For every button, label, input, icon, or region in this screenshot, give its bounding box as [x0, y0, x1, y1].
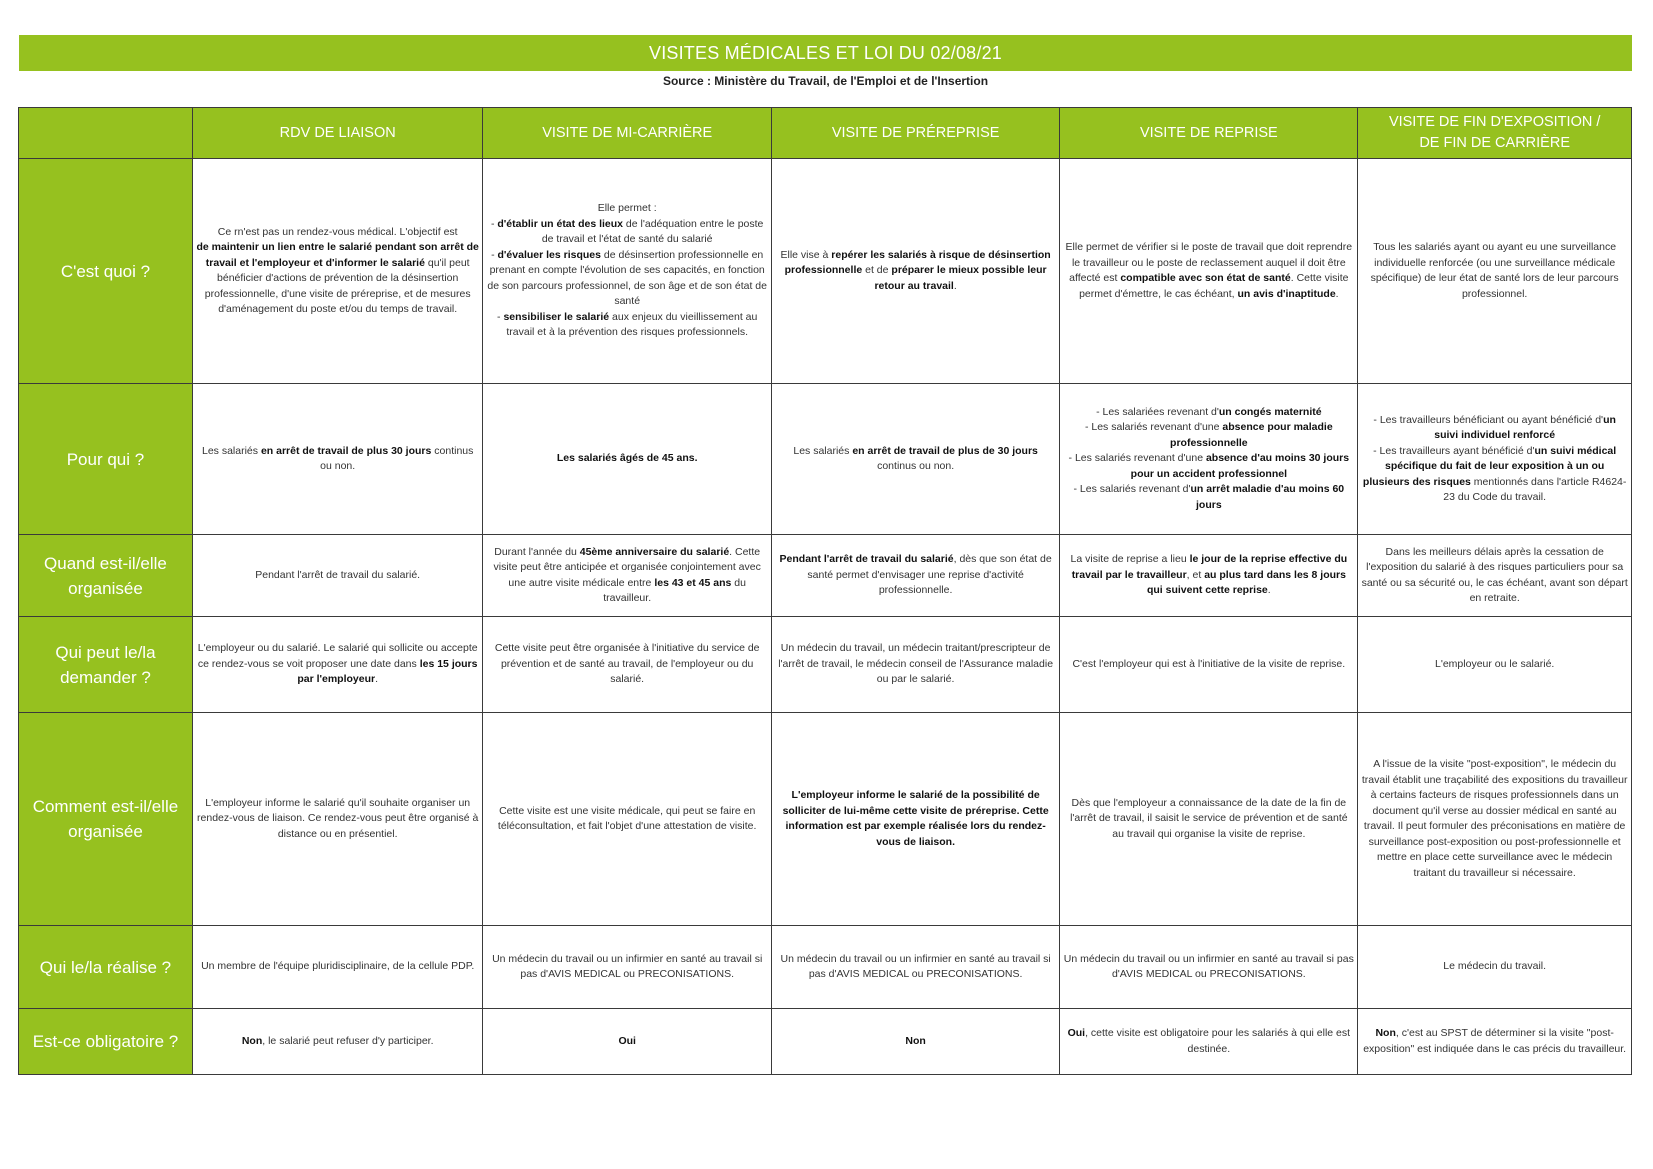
- col-header-mi-carriere: VISITE DE MI-CARRIÈRE: [483, 108, 771, 159]
- cell-realise-reprise: Un médecin du travail ou un infirmier en santé au travail si pas d'AVIS MEDICAL ou PRECONISATIONS.: [1060, 926, 1358, 1009]
- cell-quoi-mi-carriere: Elle permet : - d'établir un état des lieux de l'adéquation entre le poste de travail et l'état de santé du salarié - d'évaluer les risques de désinsertion professionnelle en prenant en compte l'évolution de ses capacités, en fonction de son parcours professionnel, de son âge et de son état de santé - sensibiliser le salarié aux enjeux du vieillissement au travail et à la prévention des risques professionnels.: [483, 159, 771, 384]
- page-title-bar: [19, 35, 1632, 71]
- row-label-pour-qui: Pour qui ?: [19, 384, 193, 535]
- cell-qui-mi-carriere: Les salariés âgés de 45 ans.: [483, 384, 771, 535]
- row-label-comment: Comment est-il/elle organisée: [19, 713, 193, 926]
- corner-cell: [19, 108, 193, 159]
- cell-quand-fin-exposition: Dans les meilleurs délais après la cessation de l'exposition du salarié à des risques particuliers pour sa santé ou sa sécurité ou, le cas échéant, avant son départ en retraite.: [1358, 535, 1632, 617]
- cell-demande-liaison: L'employeur ou du salarié. Le salarié qui sollicite ou accepte ce rendez-vous se voit proposer une date dans les 15 jours par l'employeur.: [192, 617, 483, 713]
- cell-comment-reprise: Dès que l'employeur a connaissance de la date de la fin de l'arrêt de travail, il saisit le service de prévention et de santé au travail qui organise la visite de reprise.: [1060, 713, 1358, 926]
- cell-realise-liaison: Un membre de l'équipe pluridisciplinaire, de la cellule PDP.: [192, 926, 483, 1009]
- cell-oblig-fin-exposition: Non, c'est au SPST de déterminer si la visite "post-exposition" est indiquée dans le cas précis du travailleur.: [1358, 1009, 1632, 1075]
- cell-quoi-liaison: Ce rn'est pas un rendez-vous médical. L'objectif est de maintenir un lien entre le salarié pendant son arrêt de travail et l'employeur et d'informer le salarié qu'il peut bénéficier d'actions de prévention de la désinsertion professionnelle, d'une visite de préreprise, et de mesures d'aménagement du poste et/ou du temps de travail.: [192, 159, 483, 384]
- cell-quand-reprise: La visite de reprise a lieu le jour de la reprise effective du travail par le travailleur, et au plus tard dans les 8 jours qui suivent cette reprise.: [1060, 535, 1358, 617]
- cell-demande-fin-exposition: L'employeur ou le salarié.: [1358, 617, 1632, 713]
- cell-quoi-reprise: Elle permet de vérifier si le poste de travail que doit reprendre le travailleur ou le poste de reclassement auquel il doit être affecté est compatible avec son état de santé. Cette visite permet d'émettre, le cas échéant, un avis d'inaptitude.: [1060, 159, 1358, 384]
- cell-oblig-liaison: Non, le salarié peut refuser d'y participer.: [192, 1009, 483, 1075]
- cell-quand-mi-carriere: Durant l'année du 45ème anniversaire du salarié. Cette visite peut être anticipée et organisée conjointement avec une autre visite médicale entre les 43 et 45 ans du travailleur.: [483, 535, 771, 617]
- cell-comment-liaison: L'employeur informe le salarié qu'il souhaite organiser un rendez-vous de liaison. Ce rendez-vous peut être organisé à distance ou en présentiel.: [192, 713, 483, 926]
- col-header-fin-exposition-line2: DE FIN DE CARRIÈRE: [1419, 135, 1570, 151]
- table-row: [19, 1009, 1632, 1075]
- cell-quand-liaison: Pendant l'arrêt de travail du salarié.: [192, 535, 483, 617]
- visits-table: [18, 107, 1632, 1075]
- col-header-prereprise: VISITE DE PRÉREPRISE: [771, 108, 1059, 159]
- col-header-reprise: VISITE DE REPRISE: [1060, 108, 1358, 159]
- cell-qui-prereprise: Les salariés en arrêt de travail de plus de 30 jours continus ou non.: [771, 384, 1059, 535]
- table-row: [19, 159, 1632, 384]
- cell-comment-fin-exposition: A l'issue de la visite "post-exposition", le médecin du travail établit une traçabilité des expositions du travailleur à certains facteurs de risques professionnels dans un document qu'il verse au dossier médical en santé au travail. Il peut formuler des préconisations en matière de surveillance post-exposition ou post-professionnelle et mettre en place cette surveillance avec le médecin traitant du travailleur si nécessaire.: [1358, 713, 1632, 926]
- cell-realise-mi-carriere: Un médecin du travail ou un infirmier en santé au travail si pas d'AVIS MEDICAL ou PRECONISATIONS.: [483, 926, 771, 1009]
- cell-qui-liaison: Les salariés en arrêt de travail de plus 30 jours continus ou non.: [192, 384, 483, 535]
- header-row: [19, 108, 1632, 159]
- cell-qui-reprise: - Les salariées revenant d'un congés maternité - Les salariés revenant d'une absence pour maladie professionnelle - Les salariés revenant d'une absence d'au moins 30 jours pour un accident professionnel - Les salariés revenant d'un arrêt maladie d'au moins 60 jours: [1060, 384, 1358, 535]
- cell-quoi-prereprise: Elle vise à repérer les salariés à risque de désinsertion professionnelle et de préparer le mieux possible leur retour au travail.: [771, 159, 1059, 384]
- table-row: [19, 535, 1632, 617]
- cell-quand-prereprise: Pendant l'arrêt de travail du salarié, dès que son état de santé permet d'envisager une reprise d'activité professionnelle.: [771, 535, 1059, 617]
- cell-comment-prereprise: L'employeur informe le salarié de la possibilité de solliciter de lui-même cette visite de préreprise. Cette information est par exemple réalisée lors du rendez-vous de liaison.: [771, 713, 1059, 926]
- table-row: [19, 384, 1632, 535]
- table-row: [19, 926, 1632, 1009]
- cell-qui-fin-exposition: - Les travailleurs bénéficiant ou ayant bénéficié d'un suivi individuel renforcé - Les travailleurs ayant bénéficié d'un suivi médical spécifique du fait de leur exposition à un ou plusieurs des risques mentionnés dans l'article R4624-23 du Code du travail.: [1358, 384, 1632, 535]
- cell-oblig-mi-carriere: Oui: [483, 1009, 771, 1075]
- col-header-fin-exposition-line1: VISITE DE FIN D'EXPOSITION /: [1388, 114, 1601, 130]
- cell-quoi-fin-exposition: Tous les salariés ayant ou ayant eu une surveillance individuelle renforcée (ou une surveillance médicale spécifique) de leur état de santé lors de leur parcours professionnel.: [1358, 159, 1632, 384]
- cell-demande-prereprise: Un médecin du travail, un médecin traitant/prescripteur de l'arrêt de travail, le médecin conseil de l'Assurance maladie ou par le salarié.: [771, 617, 1059, 713]
- cell-comment-mi-carriere: Cette visite est une visite médicale, qui peut se faire en téléconsultation, et fait l'objet d'une attestation de visite.: [483, 713, 771, 926]
- col-header-fin-exposition: [1358, 108, 1632, 159]
- cell-demande-mi-carriere: Cette visite peut être organisée à l'initiative du service de prévention et de santé au travail, de l'employeur ou du salarié.: [483, 617, 771, 713]
- page-title: VISITES MÉDICALES ET LOI DU 02/08/21: [648, 42, 1002, 63]
- cell-realise-prereprise: Un médecin du travail ou un infirmier en santé au travail si pas d'AVIS MEDICAL ou PRECONISATIONS.: [771, 926, 1059, 1009]
- col-header-liaison: RDV DE LIAISON: [192, 108, 483, 159]
- row-label-demande: Qui peut le/la demander ?: [19, 617, 193, 713]
- table-row: [19, 617, 1632, 713]
- row-label-quand: Quand est-il/elle organisée: [19, 535, 193, 617]
- source-line: Source : Ministère du Travail, de l'Emploi et de l'Insertion: [662, 74, 989, 88]
- cell-oblig-prereprise: Non: [771, 1009, 1059, 1075]
- cell-oblig-reprise: Oui, cette visite est obligatoire pour les salariés à qui elle est destinée.: [1060, 1009, 1358, 1075]
- row-label-realise: Qui le/la réalise ?: [19, 926, 193, 1009]
- row-label-quoi: C'est quoi ?: [19, 159, 193, 384]
- cell-demande-reprise: C'est l'employeur qui est à l'initiative de la visite de reprise.: [1060, 617, 1358, 713]
- cell-realise-fin-exposition: Le médecin du travail.: [1358, 926, 1632, 1009]
- row-label-obligatoire: Est-ce obligatoire ?: [19, 1009, 193, 1075]
- table-row: [19, 713, 1632, 926]
